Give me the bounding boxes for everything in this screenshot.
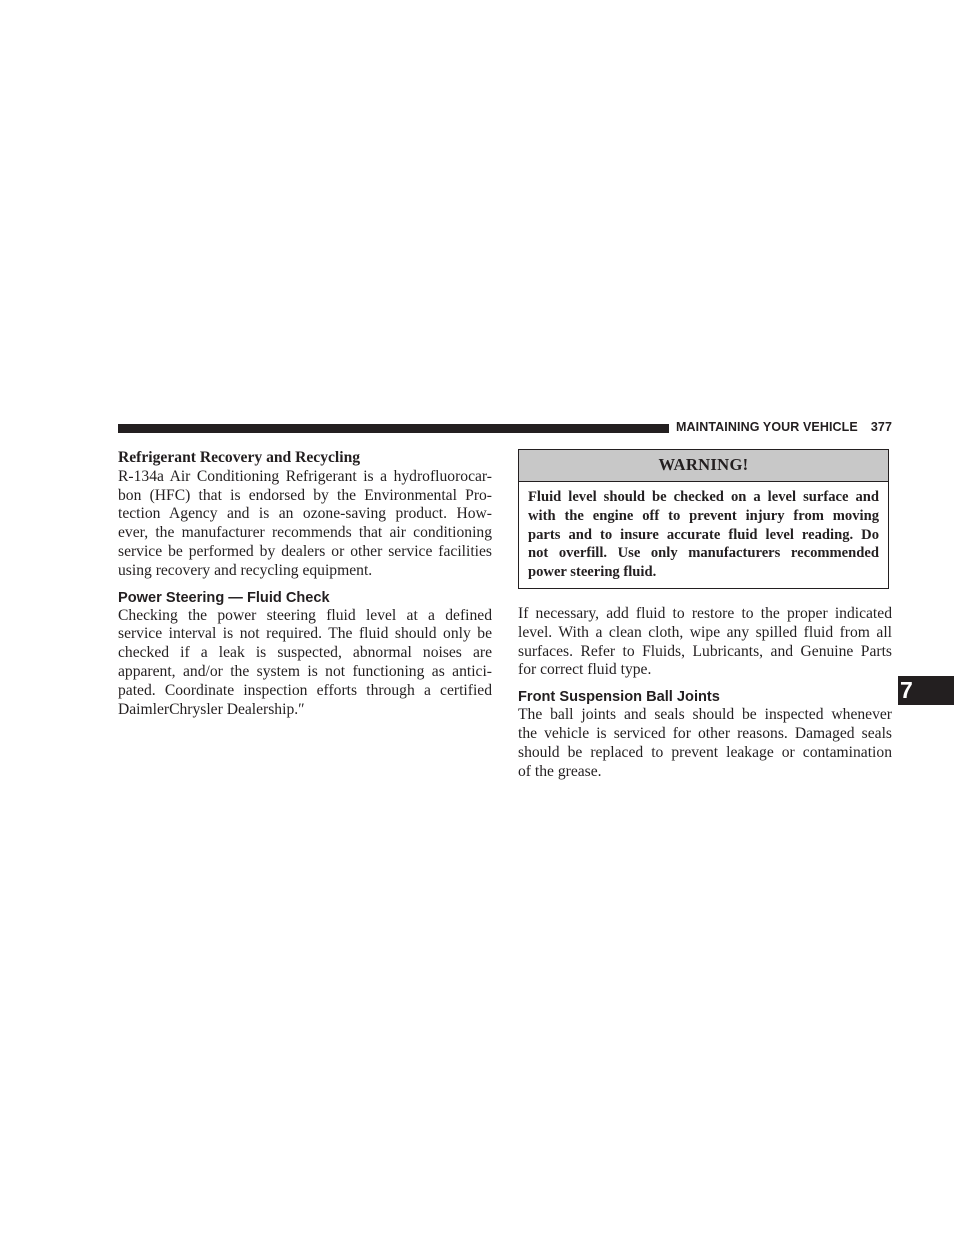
warning-line: Fluid level should be checked on a level surface and (528, 489, 879, 505)
text-line: pated. Coordinate inspection efforts through a certified (118, 681, 492, 699)
chapter-number: 7 (900, 677, 913, 703)
text-line: level. With a clean cloth, wipe any spilled fluid from all (518, 623, 892, 641)
text-line: tection Agency and is an ozone-saving product. How- (118, 505, 492, 523)
power-steering-section (118, 589, 492, 720)
add-fluid-section (518, 605, 892, 680)
ball-joints-section (518, 688, 892, 781)
page-number: 377 (870, 420, 892, 434)
power-steering-heading: Power Steering — Fluid Check (118, 589, 330, 606)
refrigerant-section (118, 449, 492, 581)
power-steering-paragraph (118, 607, 492, 720)
add-fluid-paragraph (518, 605, 892, 680)
text-line: If necessary, add fluid to restore to the proper indicated (518, 605, 892, 622)
ball-joints-paragraph (518, 706, 892, 781)
text-line: apparent, and/or the system is not functioning as antici- (118, 662, 492, 680)
text-line: of the grease. (518, 762, 602, 780)
text-line: for correct fluid type. (518, 661, 652, 679)
text-line: R-134a Air Conditioning Refrigerant is a hydrofluorocar- (118, 467, 492, 485)
refrigerant-heading: Refrigerant Recovery and Recycling (118, 449, 361, 466)
text-line: DaimlerChrysler Dealership.″ (118, 700, 305, 718)
warning-line: not overfill. Use only manufacturers recommended (528, 545, 879, 562)
warning-title: WARNING! (519, 450, 888, 482)
spacer (518, 680, 892, 688)
left-column (118, 449, 492, 719)
text-line: service be performed by dealers or other service facilities (118, 542, 492, 560)
warning-body (519, 482, 888, 582)
text-line: using recovery and recycling equipment. (118, 561, 373, 579)
text-line: bon (HFC) that is endorsed by the Environmental Pro- (118, 486, 492, 504)
ball-joints-heading: Front Suspension Ball Joints (518, 689, 720, 706)
warning-box (518, 449, 889, 589)
right-column (518, 449, 892, 781)
section-title: MAINTAINING YOUR VEHICLE (676, 420, 858, 434)
refrigerant-paragraph (118, 468, 492, 581)
header-rule (118, 424, 669, 433)
text-line: should be replaced to prevent leakage or contamination (518, 743, 892, 761)
text-line: surfaces. Refer to Fluids, Lubricants, and Genuine Parts (518, 642, 892, 660)
spacer (118, 581, 492, 589)
text-line: ever, the manufacturer recommends that air conditioning (118, 524, 492, 542)
text-line: Checking the power steering fluid level at a defined (118, 606, 492, 624)
text-line: checked if a leak is suspected, abnormal noises are (118, 644, 492, 662)
warning-line: parts and to insure accurate fluid level reading. Do (528, 526, 879, 543)
warning-line: with the engine off to prevent injury from moving (528, 507, 879, 524)
text-line: The ball joints and seals should be inspected whenever (518, 706, 892, 724)
running-header (678, 420, 892, 434)
warning-line: power steering fluid. (528, 564, 657, 581)
text-line: service interval is not required. The fluid should only be (118, 625, 492, 643)
text-line: the vehicle is serviced for other reasons. Damaged seals (518, 724, 892, 742)
